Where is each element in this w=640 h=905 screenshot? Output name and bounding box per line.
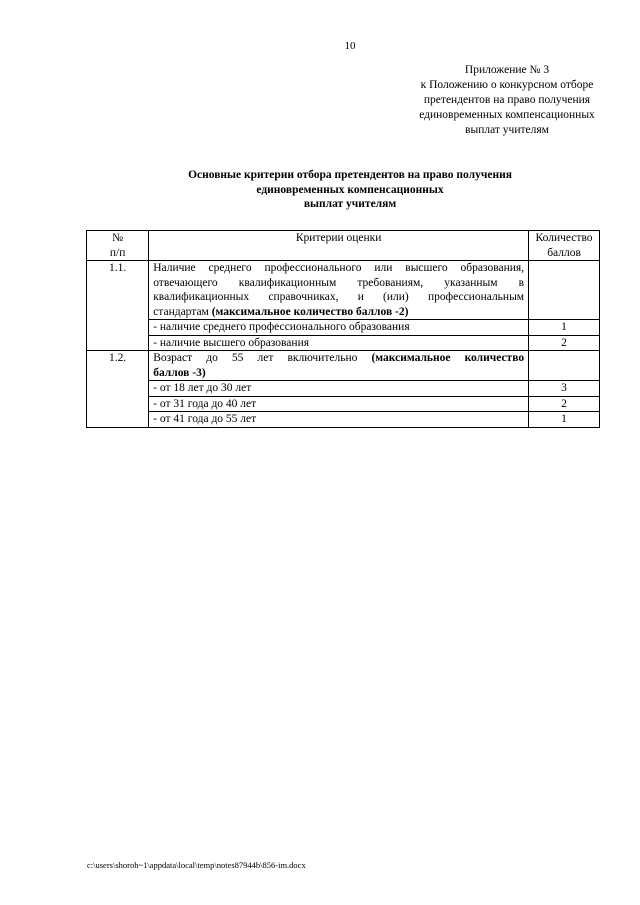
table-row [87,261,600,320]
header-criteria: Критерии оценки [149,231,529,261]
criteria-cell [149,351,529,381]
criteria-cell: - от 18 лет до 30 лет [149,381,529,397]
table-row [87,335,600,351]
score-cell [529,351,600,381]
criteria-table [86,230,600,428]
table-row [87,381,600,397]
criteria-line: Наличие среднего профессионального или высшего образования, [153,262,525,274]
appendix-heading [395,63,619,138]
title-line: единовременных компенсационных [256,183,444,196]
criteria-cell: - наличие среднего профессионального образования [149,320,529,336]
page-number: 10 [344,40,356,52]
appendix-line: единовременных компенсационных [419,109,595,121]
criteria-line [153,351,524,366]
appendix-line: претендентов на право получения [423,94,591,106]
criteria-max-score: (максимальное количество баллов -2) [211,305,409,318]
criteria-plain: стандартам [153,305,212,318]
score-cell: 1 [529,320,600,336]
header-score-line2: баллов [547,246,581,259]
criteria-cell [149,261,529,320]
title-line: выплат учителям [303,198,397,210]
appendix-line: выплат учителям [465,124,549,136]
score-cell [529,261,600,320]
table-row [87,396,600,412]
score-cell: 2 [529,396,600,412]
header-num-line1: № [112,232,124,244]
row-number: 1.2. [87,351,149,428]
score-cell: 3 [529,381,600,397]
document-title [145,168,555,212]
criteria-line: баллов -3) [153,366,206,379]
criteria-plain: Возраст до 55 лет включительно [153,352,372,364]
criteria-cell: - от 41 года до 55 лет [149,412,529,428]
header-score [529,231,600,261]
table-row [87,412,600,428]
header-num [87,231,149,261]
file-path-footer: c:\users\shoroh~1\appdata\local\temp\notes87944b\856-im.docx [87,860,306,870]
title-line: Основные критерии отбора претендентов на право получения [188,169,512,181]
header-num-line2: п/п [109,246,126,259]
criteria-cell: - от 31 года до 40 лет [149,396,529,412]
row-number: 1.1. [87,261,149,351]
score-cell: 2 [529,335,600,351]
criteria-max-score: (максимальное количество [371,352,525,364]
criteria-line: квалификационных справочниках, и (или) профессиональным [153,291,525,303]
table-row [87,351,600,381]
criteria-cell: - наличие высшего образования [149,335,529,351]
table-row [87,320,600,336]
criteria-line [153,305,524,320]
appendix-line: к Положению о конкурсном отборе [420,79,594,91]
appendix-line: Приложение № 3 [464,64,550,76]
table-header-row [87,231,600,261]
header-score-line1: Количество [535,232,593,244]
score-cell: 1 [529,412,600,428]
criteria-line: отвечающего квалификационным требованиям, указанным в [153,276,525,289]
